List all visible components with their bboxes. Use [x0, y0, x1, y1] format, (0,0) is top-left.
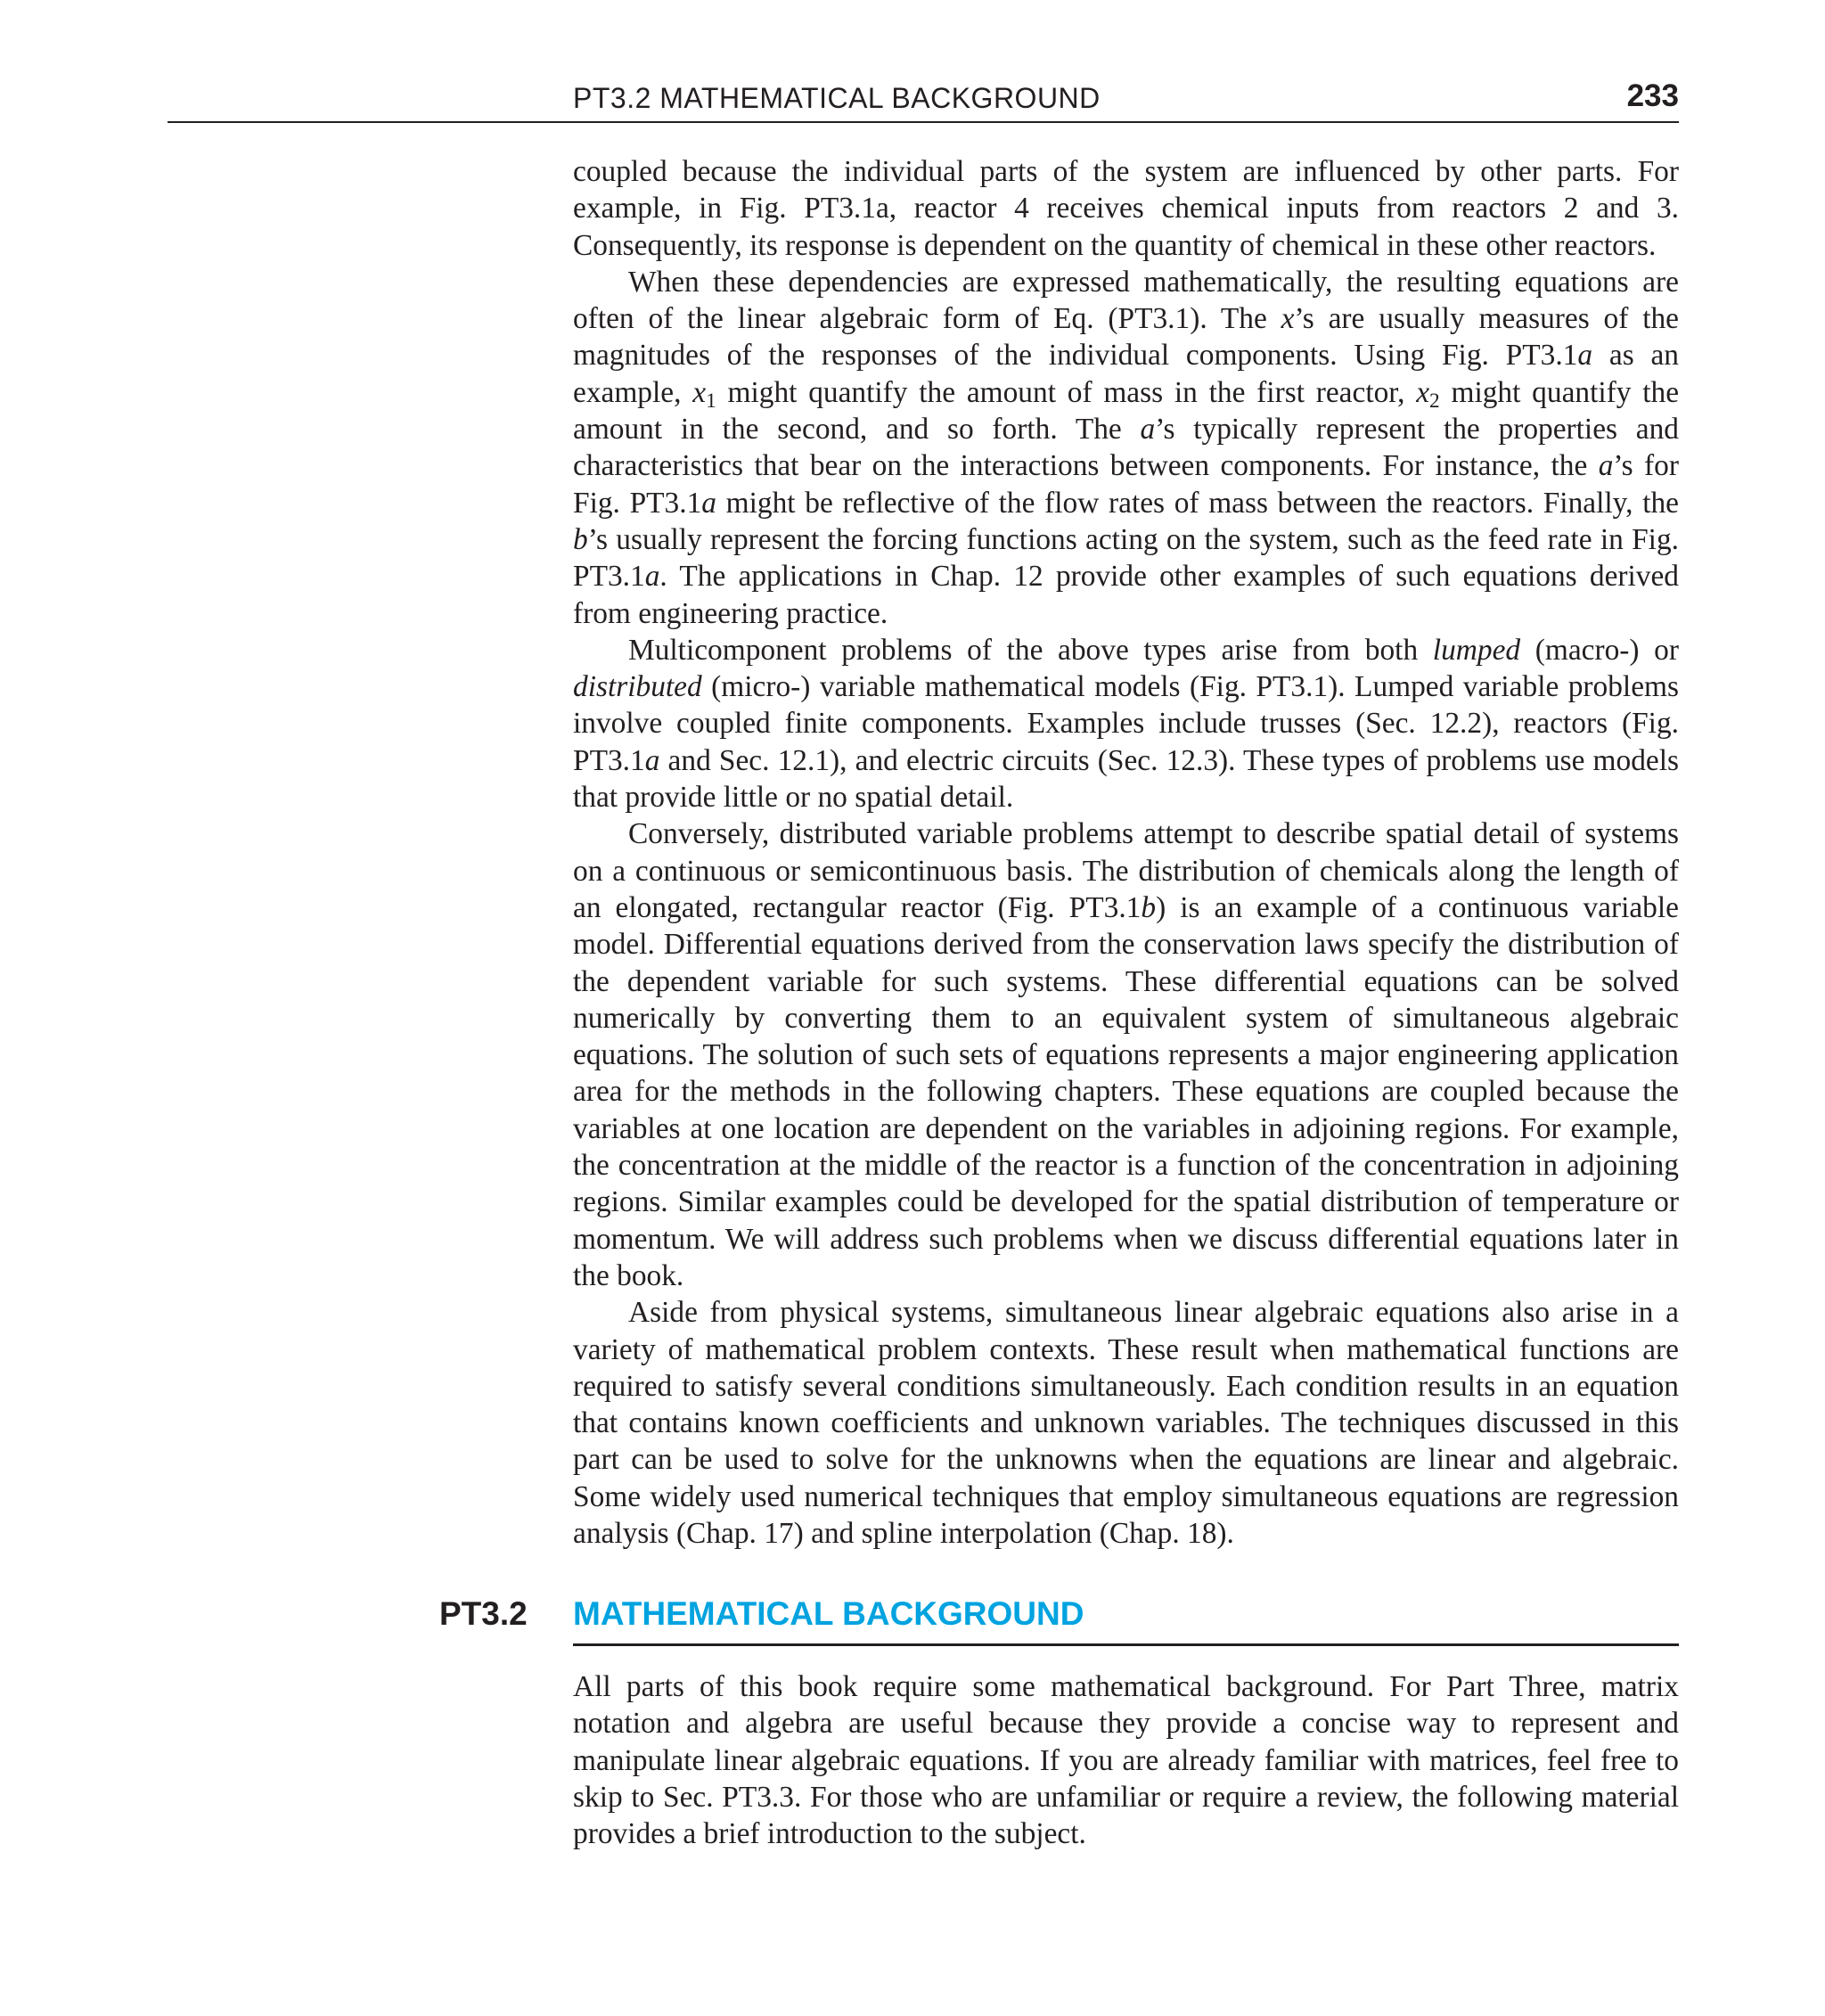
text-run: as an example, [573, 339, 1679, 409]
text-run: and Sec. 12.1), and electric circuits (Sec. 12.3). These types of problems use models that provide little or no spatial detail. [573, 743, 1679, 815]
section-paragraph-text: All parts of this book require some mathematical background. For Part Three, matrix notation and algebra are useful because they provide a concise way to represent and manipulate linear algebraic equations. If you are already familiar with matrices, feel free to skip to Sec. PT3.3. For those who are unfamiliar or require a review, the following material provides a brief introduction to the subject. [573, 1670, 1679, 1851]
math-var: x [692, 375, 707, 409]
text-run: ’s typically represent the properties and characteristics that bear on the interactions between components. For instance, the [573, 413, 1679, 483]
text-run: (macro-) or [1520, 633, 1680, 667]
section-number: PT3.2 [439, 1595, 528, 1632]
math-var: a [644, 560, 660, 594]
emphasis: lumped [1432, 633, 1521, 667]
paragraph-3 [573, 632, 1679, 815]
math-var: x [1281, 302, 1295, 336]
paragraph-5 [573, 1294, 1679, 1552]
math-var: b [1141, 890, 1157, 924]
math-var: x [1416, 375, 1430, 409]
running-header [168, 78, 1679, 123]
section-paragraph [573, 1668, 1679, 1852]
text-run: ’s usually represent the forcing functions acting on the system, such as the feed rate in Fig. PT3.1 [573, 522, 1679, 594]
text-run: Conversely, distributed variable problems attempt to describe spatial detail of systems on a continuous or semicontinuous basis. The distribution of chemicals along the length of an elongated, rectangular reactor (Fig. PT3.1 [573, 817, 1679, 924]
paragraph-4 [573, 815, 1679, 1294]
text-run: might quantify the amount in the second, and so forth. The [573, 375, 1680, 447]
math-var: b [573, 522, 588, 556]
section-body [573, 1668, 1679, 1852]
subscript: 2 [1429, 389, 1440, 413]
section-heading [168, 1595, 1679, 1645]
text-run: might quantify the amount of mass in the first reactor, [716, 375, 1417, 409]
math-var: a [1140, 413, 1156, 447]
math-var: a [701, 486, 716, 520]
text-run: Multicomponent problems of the above types arise from both [628, 633, 1433, 667]
math-var: a [644, 743, 660, 777]
text-run: . The applications in Chap. 12 provide other examples of such equations derived from engineering practice. [573, 560, 1679, 630]
text-run: might be reflective of the flow rates of mass between the reactors. Finally, the [716, 486, 1679, 520]
text-run: ’s for Fig. PT3.1 [573, 449, 1679, 520]
emphasis: distributed [573, 670, 702, 704]
subscript: 1 [706, 389, 716, 413]
paragraph-1-text: coupled because the individual parts of the system are influenced by other parts. For example, in Fig. PT3.1a, reactor 4 receives chemical inputs from reactors 2 and 3. Consequently, its response is dependent on the quantity of chemical in these other reactors. [573, 155, 1679, 262]
running-title: PT3.2 MATHEMATICAL BACKGROUND [573, 82, 1101, 114]
text-run: (micro-) variable mathematical models (Fig. PT3.1). Lumped variable problems involve coupled finite components. Examples include trusses (Sec. 12.2), reactors (Fig. PT3.1 [573, 670, 1679, 777]
math-var: a [1577, 339, 1593, 373]
page-number: 233 [1626, 78, 1679, 113]
math-var: a [1598, 449, 1614, 483]
text-run: ’s are usually measures of the magnitudes of the responses of the individual components. Using Fig. PT3.1 [573, 302, 1679, 373]
text-run: When these dependencies are expressed mathematically, the resulting equations are often of the linear algebraic form of Eq. (PT3.1). The [573, 265, 1679, 336]
paragraph-1 [573, 153, 1679, 264]
paragraph-2 [573, 264, 1679, 632]
main-text [573, 153, 1679, 1552]
section-title: MATHEMATICAL BACKGROUND [573, 1595, 1679, 1646]
text-run: ) is an example of a continuous variable model. Differential equations derived from the conservation laws specify the distribution of the dependent variable for such systems. These differential equations can be solved numerically by converting them to an equivalent system of simultaneous algebraic equations. The solution of such sets of equations represents a major engineering application area for the methods in the following chapters. These equations are coupled because the variables at one location are dependent on the variables in adjoining regions. For example, the concentration at the middle of the reactor is a function of the concentration in adjoining regions. Similar examples could be developed for the spatial distribution of temperature or momentum. We will address such problems when we discuss differential equations later in the book. [573, 890, 1679, 1292]
paragraph-5-text: Aside from physical systems, simultaneous linear algebraic equations also arise in a variety of mathematical problem contexts. These result when mathematical functions are required to satisfy several conditions simultaneously. Each condition results in an equation that contains known coefficients and unknown variables. The techniques discussed in this part can be used to solve for the unknowns when the equations are linear and algebraic. Some widely used numerical techniques that employ simultaneous equations are regression analysis (Chap. 17) and spline interpolation (Chap. 18). [573, 1296, 1679, 1550]
